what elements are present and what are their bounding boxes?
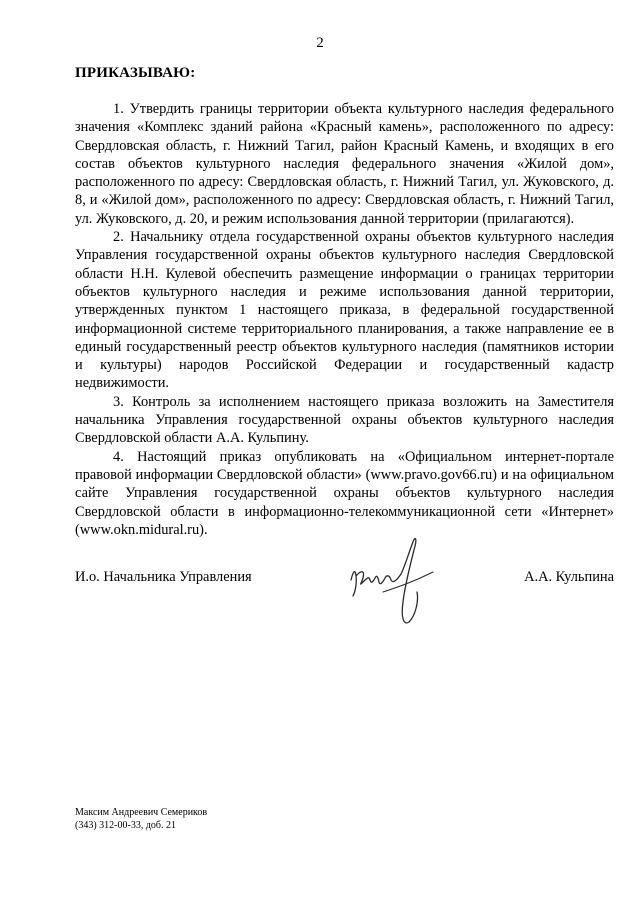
paragraph-1: 1. Утвердить границы территории объекта культурного наследия федерального значения «Комплекс зданий района «Красный камень», расположенного по адресу: Свердловская область, г. Нижний Тагил, район Красный Камень, и входящих в его состав объектов культурного наследия федерального значения «Жилой дом», расположенного по адресу: Свердловская область, г. Нижний Тагил, ул. Жуковского, д. 8, и «Жилой дом», расположенного по адресу: Свердловская область, г. Нижний Тагил, ул. Жуковского, д. 20, и режим использования данной территории (прилагаются). [75, 101, 614, 227]
paragraph-3: 3. Контроль за исполнением настоящего приказа возложить на Заместителя начальника Управления государственной охраны объектов культурного наследия Свердловской области А.А. Кульпину. [75, 393, 614, 447]
executor-info [75, 806, 207, 832]
executor-name: Максим Андреевич Семериков [75, 807, 208, 818]
page-number: 2 [316, 35, 324, 51]
signature-block [75, 532, 614, 632]
signer-position: И.о. Начальника Управления [75, 569, 252, 585]
order-heading: ПРИКАЗЫВАЮ: [75, 65, 196, 81]
paragraph-2: 2. Начальнику отдела государственной охраны объектов культурного наследия Управления государственной охраны объектов культурного наследия Свердловской области Н.Н. Кулевой обеспечить размещение информации о границах территории объектов культурного наследия и режиме использования данной территории, утвержденных пунктом 1 настоящего приказа, в федеральной государственной информационной системе территориального планирования, а также направление ее в единый государственный реестр объектов культурного наследия (памятников истории и культуры) народов Российской Федерации и государственный кадастр недвижимости. [75, 229, 614, 392]
paragraph-4: 4. Настоящий приказ опубликовать на «Официальном интернет-портале правовой информации Свердловской области» (www.pravo.gov66.ru) и на официальном сайте Управления государственной охраны объектов культурного наследия Свердловской области в информационно-телекоммуникационной сети «Интернет» (www.okn.midural.ru). [75, 448, 614, 538]
handwritten-signature [343, 532, 443, 632]
signer-name: А.А. Кульпина [524, 569, 614, 585]
executor-phone: (343) 312-00-33, доб. 21 [75, 820, 176, 831]
order-body [75, 100, 614, 539]
